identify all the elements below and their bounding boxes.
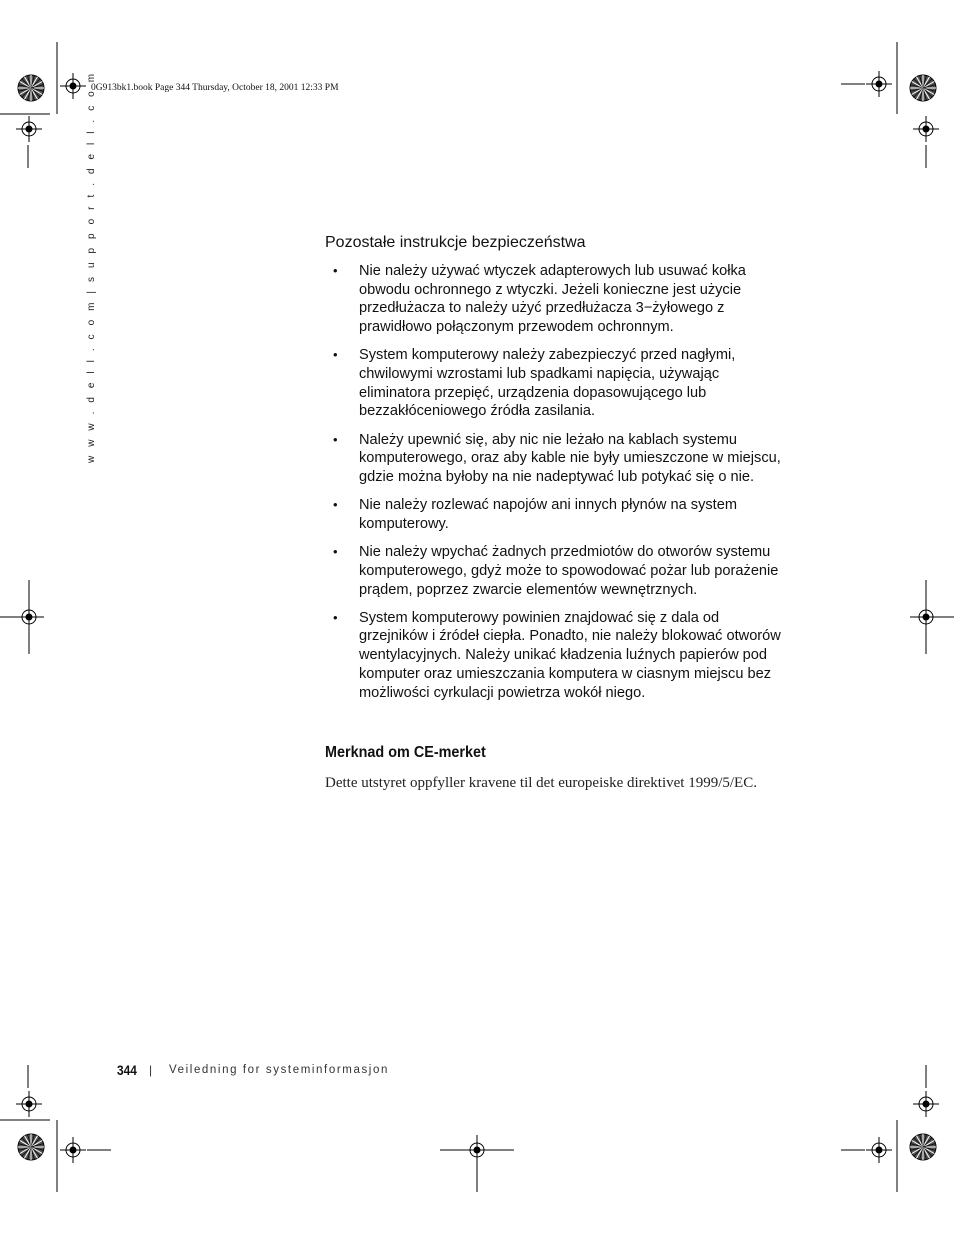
list-item-line: komputerowego, oraz aby kable nie były umieszczone w miejscu, [359, 450, 781, 467]
ce-section-body: Dette utstyret oppfyller kravene til det europeiske direktivet 1999/5/EC. [325, 775, 757, 791]
list-item [330, 431, 820, 487]
list-item [330, 543, 820, 599]
list-item-line: Nie należy wpychać żadnych przedmiotów do otworów systemu [359, 544, 771, 561]
footer-doc-title: Veiledning for systeminformasjon [169, 1064, 389, 1076]
registration-crosshair-icon [16, 1091, 42, 1117]
list-item-line: System komputerowy powinien znajdować się z dala od [359, 609, 720, 626]
registration-crosshair-icon [913, 1091, 939, 1117]
list-item-line: gdzie można byłoby na nie nadeptywać lub potykać się o nie. [359, 469, 755, 486]
registration-crosshair-icon [60, 1137, 86, 1163]
list-item-line: wentylacyjnych. Należy unikać kładzenia luźnych papierów pod [359, 647, 768, 664]
registration-crosshair-icon [60, 73, 86, 99]
page-number: 344 [117, 1062, 137, 1078]
registration-crosshair-icon [913, 116, 939, 142]
list-item-line: komputerowy. [359, 515, 449, 532]
list-item-line: chwilowymi wzrostami lub spadkami napięcia, używając [359, 366, 720, 383]
list-item-line: Nie należy używać wtyczek adapterowych lub usuwać kołka [359, 263, 746, 279]
bullet-dot-icon: • [333, 347, 338, 363]
list-item [330, 609, 820, 703]
side-url-text: w w w . d e l l . c o m | s u p p o r t . d e l l . c o m [86, 70, 97, 463]
list-item-line: bezzakłóceniowego źródła zasilania. [359, 403, 596, 420]
registration-crosshair-icon [866, 1137, 892, 1163]
bullet-dot-icon: • [333, 609, 338, 625]
list-item [330, 262, 820, 337]
list-item [330, 496, 820, 533]
list-item-line: przedłużacza to należy użyć przedłużacza 3−żyłowego z [359, 300, 725, 317]
bullet-dot-icon: • [333, 263, 338, 278]
bullet-dot-icon: • [333, 431, 338, 447]
color-starburst-icon [18, 75, 44, 101]
list-item-line: możliwości cyrkulacji powietrza wokół niego. [359, 684, 646, 701]
color-starburst-icon [910, 1134, 936, 1160]
list-item-line: prawidłowo połączonym przewodem ochronnym. [359, 319, 674, 336]
list-item-line: eliminatora przepięć, urządzenia dopasowującego lub [359, 384, 707, 401]
list-item [330, 346, 820, 421]
list-item-line: komputerowego, gdyż może to spowodować pożar lub porażenie [359, 562, 779, 579]
safety-instruction-list [330, 262, 820, 712]
color-starburst-icon [18, 1134, 44, 1160]
list-item-line: grzejników i źródeł ciepła. Ponadto, nie należy blokować otworów [359, 628, 781, 645]
list-item-line: prądem, poprzez zwarcie elementów wewnętrznych. [359, 581, 698, 598]
color-starburst-icon [910, 75, 936, 101]
footer-separator: | [149, 1063, 153, 1077]
bullet-dot-icon: • [333, 544, 338, 560]
ce-section-heading: Merknad om CE-merket [325, 744, 486, 761]
bullet-dot-icon: • [333, 497, 338, 513]
list-item-line: komputer oraz umieszczania komputera w ciasnym miejscu bez [359, 665, 772, 682]
list-item-line: Należy upewnić się, aby nic nie leżało na kablach systemu [359, 431, 738, 448]
list-item-line: Nie należy rozlewać napojów ani innych płynów na system [359, 497, 738, 514]
list-item-line: System komputerowy należy zabezpieczyć przed nagłymi, [359, 347, 736, 364]
print-header-note: 0G913bk1.book Page 344 Thursday, October 18, 2001 12:33 PM [91, 83, 339, 93]
registration-crosshair-icon [866, 71, 892, 97]
registration-crosshair-icon [16, 116, 42, 142]
section-title: Pozostałe instrukcje bezpieczeństwa [325, 234, 586, 251]
list-item-line: obwodu ochronnego z wtyczki. Jeżeli konieczne jest użycie [359, 281, 742, 298]
